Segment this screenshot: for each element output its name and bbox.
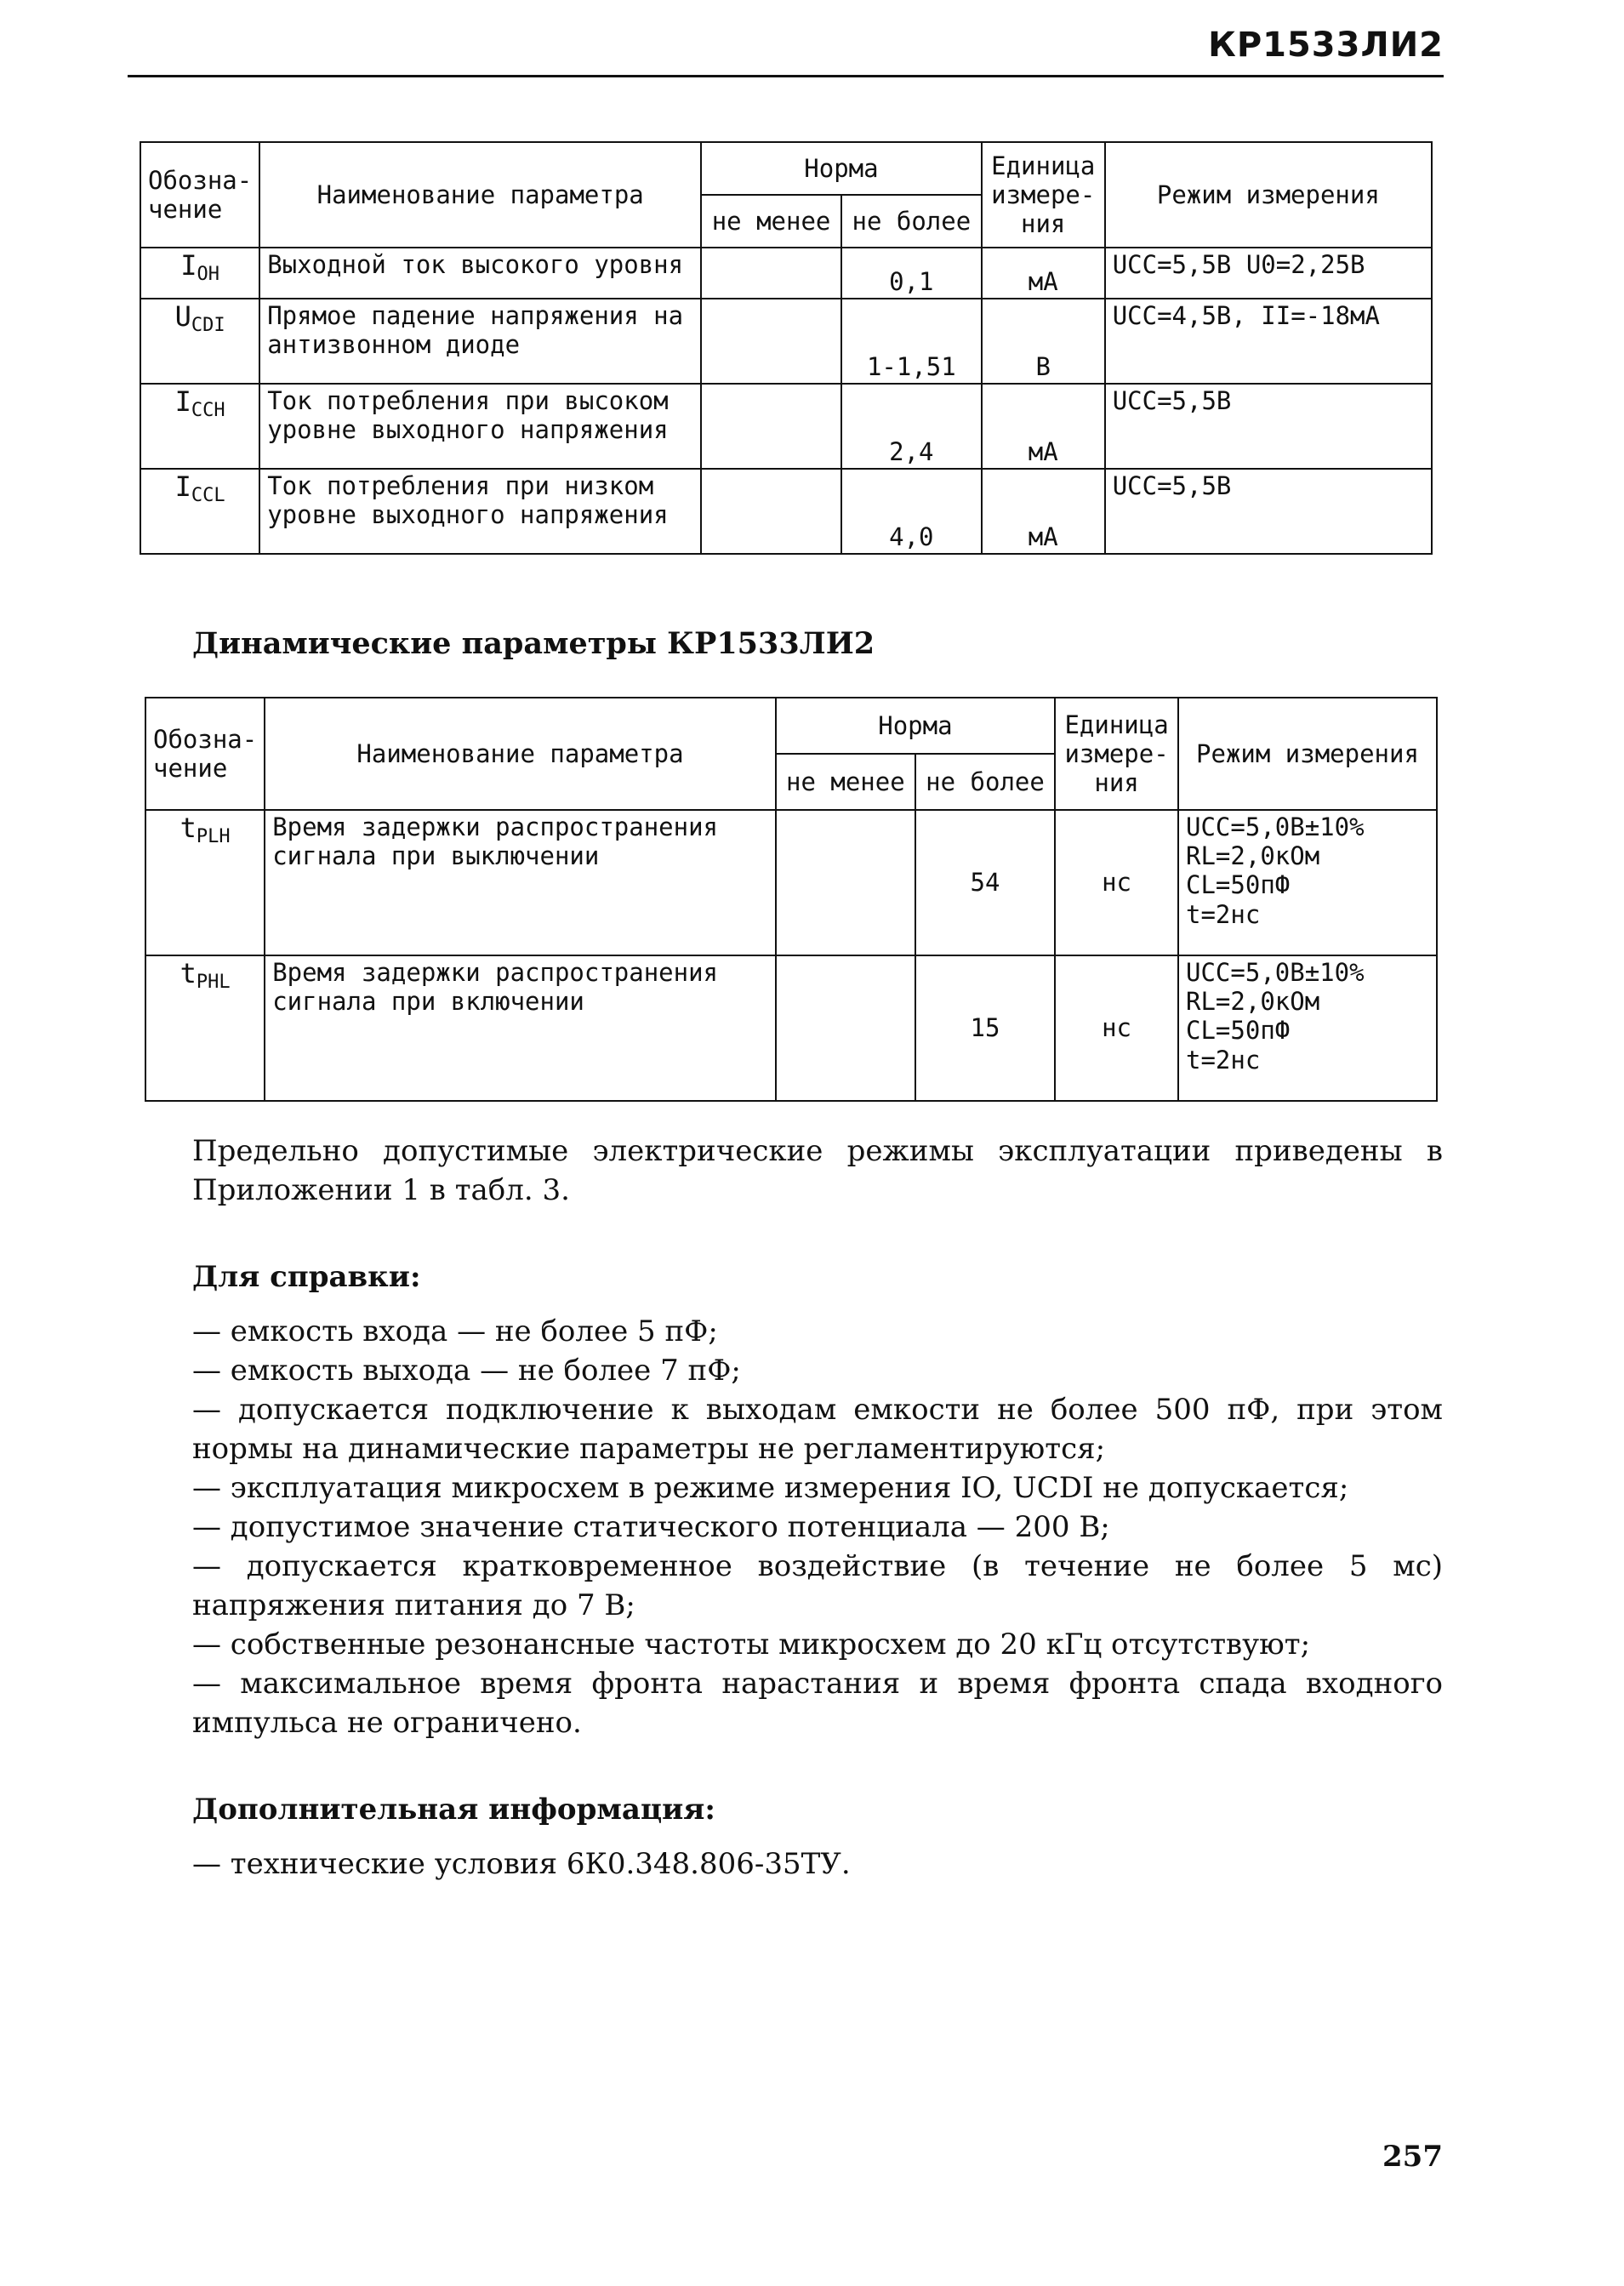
col-norm-min-header: не менее (701, 195, 841, 248)
param-name: Время задержки распространения сигнала при выключении (265, 810, 776, 955)
param-min (701, 299, 841, 384)
param-name: Ток потребления при низком уровне выходного напряжения (259, 469, 701, 554)
col-symbol-header: Обозна-чение (145, 698, 265, 810)
param-symbol: $t_{PLH}$ (145, 810, 265, 955)
table-row (140, 384, 1432, 469)
reference-item: — собственные резонансные частоты микросхем до 20 кГц отсутствуют; (192, 1628, 1311, 1662)
page-header-title: КР1533ЛИ2 (1208, 26, 1444, 65)
param-mode: UCC=5,5В (1105, 384, 1432, 469)
col-norm-header: Норма (776, 698, 1055, 754)
col-name-header: Наименование параметра (265, 698, 776, 810)
col-unit-header: Единица измере-ния (982, 142, 1105, 248)
param-min (776, 810, 915, 955)
param-symbol: $t_{PHL}$ (145, 955, 265, 1101)
param-name: Ток потребления при высоком уровне выходного напряжения (259, 384, 701, 469)
param-min (776, 955, 915, 1101)
param-max: 2,4 (841, 384, 982, 469)
param-min (701, 469, 841, 554)
mode-line: CL=50пФ (1186, 1016, 1291, 1046)
param-mode (1178, 810, 1437, 955)
mode-line: RL=2,0кОм (1186, 841, 1320, 871)
param-unit: В (982, 299, 1105, 384)
col-unit-header: Единица измере-ния (1055, 698, 1178, 810)
param-name: Выходной ток высокого уровня (259, 248, 701, 299)
col-symbol-header: Обозна-чение (140, 142, 259, 248)
param-unit: нс (1055, 810, 1178, 955)
reference-item: — допускается кратковременное воздействие (в течение не более 5 мс) напряжения питания до 7 В; (192, 1549, 1443, 1622)
reference-item: — емкость входа — не более 5 пФ; (192, 1314, 718, 1348)
param-mode: UCC=4,5В, II=-18мА (1105, 299, 1432, 384)
mode-line: UCC=5,0В±10% (1186, 812, 1365, 841)
param-symbol: $I_{OH}$ (140, 248, 259, 299)
col-norm-min-header: не менее (776, 754, 915, 810)
param-max: 0,1 (841, 248, 982, 299)
header-rule (128, 75, 1444, 77)
reference-item: — допускается подключение к выходам емкости не более 500 пФ, при этом нормы на динамические параметры не регламентируются; (192, 1393, 1443, 1466)
param-symbol: $I_{CCH}$ (140, 384, 259, 469)
table-row (140, 299, 1432, 384)
param-min (701, 384, 841, 469)
reference-section (192, 1257, 1443, 1742)
mode-line: t=2нс (1186, 1045, 1261, 1075)
limits-text: Предельно допустимые электрические режимы эксплуатации приведены в Приложении 1 в табл. 3. (192, 1134, 1443, 1207)
reference-item: — допустимое значение статического потенциала — 200 В; (192, 1510, 1110, 1544)
param-unit: мА (982, 384, 1105, 469)
additional-section (192, 1790, 1443, 1884)
param-name: Время задержки распространения сигнала при включении (265, 955, 776, 1101)
param-mode: UCC=5,5В U0=2,25В (1105, 248, 1432, 299)
col-mode-header: Режим измерения (1178, 698, 1437, 810)
param-unit: мА (982, 248, 1105, 299)
col-name-header: Наименование параметра (259, 142, 701, 248)
mode-line: RL=2,0кОм (1186, 987, 1320, 1017)
param-mode: UCC=5,5В (1105, 469, 1432, 554)
table-row (140, 469, 1432, 554)
mode-line: CL=50пФ (1186, 870, 1291, 900)
param-max: 15 (915, 955, 1055, 1101)
table-row (145, 810, 1437, 955)
mode-line: t=2нс (1186, 899, 1261, 929)
limits-paragraph (192, 1132, 1443, 1210)
param-symbol: $I_{CCL}$ (140, 469, 259, 554)
col-mode-header: Режим измерения (1105, 142, 1432, 248)
param-max: 4,0 (841, 469, 982, 554)
mode-line: UCC=5,0В±10% (1186, 958, 1365, 987)
param-max: 1-1,51 (841, 299, 982, 384)
col-norm-header: Норма (701, 142, 982, 195)
reference-item: — максимальное время фронта нарастания и время фронта спада входного импульса не ограничено. (192, 1667, 1443, 1740)
additional-item: — технические условия 6К0.348.806-35ТУ. (192, 1847, 851, 1881)
col-norm-max-header: не более (841, 195, 982, 248)
param-max: 54 (915, 810, 1055, 955)
table-row (140, 248, 1432, 299)
dynamic-parameters-table (145, 697, 1438, 1102)
param-name: Прямое падение напряжения на антизвонном диоде (259, 299, 701, 384)
param-min (701, 248, 841, 299)
page-number: 257 (1382, 2140, 1443, 2174)
param-unit: нс (1055, 955, 1178, 1101)
col-norm-max-header: не более (915, 754, 1055, 810)
additional-heading: Дополнительная информация: (192, 1793, 715, 1827)
static-parameters-table (140, 141, 1433, 555)
reference-item: — эксплуатация микросхем в режиме измерения IO, UCDI не допускается; (192, 1471, 1349, 1505)
section-title: Динамические параметры КР1533ЛИ2 (192, 626, 875, 661)
reference-item: — емкость выхода — не более 7 пФ; (192, 1354, 741, 1388)
param-mode (1178, 955, 1437, 1101)
table-row (145, 955, 1437, 1101)
reference-heading: Для справки: (192, 1260, 421, 1294)
param-unit: мА (982, 469, 1105, 554)
param-symbol: $U_{CDI}$ (140, 299, 259, 384)
